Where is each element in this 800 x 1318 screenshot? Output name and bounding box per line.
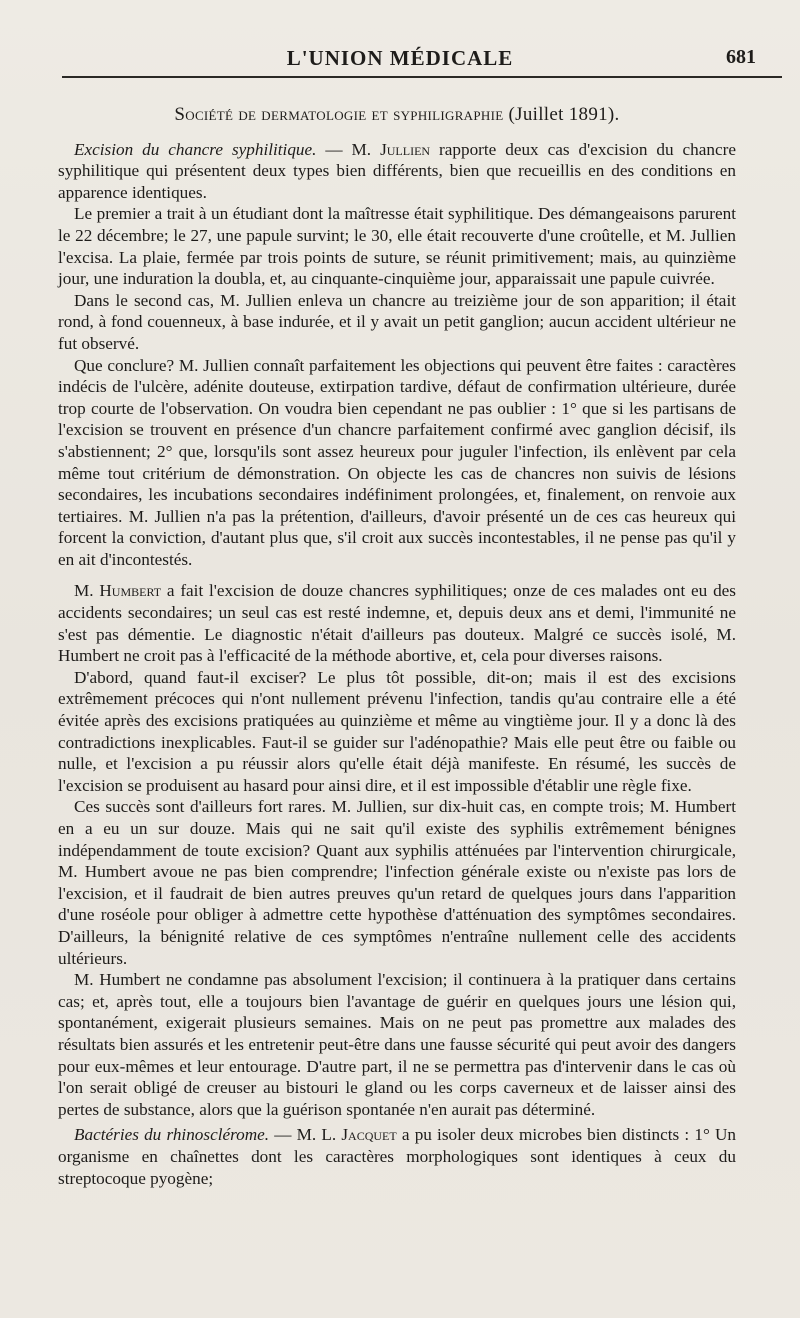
paragraph-timing: D'abord, quand faut-il exciser? Le plus tôt possible, dit-on; mais il est des excisions extrêmement précoces qui n'ont nullement prévenu l'infection, tandis qu'au contraire elle a été évitée après des excisions pratiquées au quinzième et même au vingtième jour. Il y a donc là des contradictions inexplicables. Faut-il se guider sur l'adénopathie? Mais elle peut être ou faible ou nulle, et l'excision a pu réussir alors qu'elle était déjà manifeste. En résumé, les succès de l'excision se produisent au hasard pour ainsi dire, et il est impossible d'établir une règle fixe. bbox=[58, 667, 736, 795]
paragraph-lead: M. bbox=[74, 581, 100, 601]
article-body bbox=[58, 104, 736, 1189]
author-name: Jullien bbox=[380, 139, 431, 159]
page-number: 681 bbox=[726, 46, 756, 68]
running-head bbox=[60, 46, 756, 74]
paragraph-position: M. Humbert ne condamne pas absolument l'excision; il continuera à la pratiquer dans certains cas; et, après tout, elle a toujours bien l'avantage de guérir en quelques jours une lésion qui, spontanément, exigerait plusieurs semaines. Mais on ne peut pas promettre aux malades des résultats bien assurés et les entretenir peut-être dans une fausse sécurité qui peut avoir des dangers pour eux-mêmes et leur entourage. D'autre part, il ne se permettra pas d'intervenir dans le cas où l'on serait obligé de creuser au bistouri le gland ou les corps caverneux et de laisser ainsi des pertes de substance, alors que la guérison spontanée n'en aurait pas déterminé. bbox=[58, 970, 736, 1119]
paragraph-first-case: Le premier a trait à un étudiant dont la maîtresse était syphilitique. Des démangeaisons parurent le 22 décembre; le 27, une papule survint; le 30, elle était recouverte d'une croûtelle, et M. Jullien l'excisa. La plaie, fermée par trois points de suture, se réunit primitivement; mais, au quinzième jour, une induration la doubla, et, au cinquante-cinquième jour, apparaissait une papule cuivrée. bbox=[58, 204, 736, 289]
paragraph-heading: Bactéries du rhinosclérome. bbox=[74, 1125, 270, 1145]
paragraph-text: a fait l'excision de douze chancres syphilitiques; onze de ces malades ont eu des accidents secondaires; un seul cas est resté indemne, et, depuis deux ans et demi, l'immunité ne s'est pas démentie. Le diagnostic n'était d'ailleurs pas douteux. Malgré ce succès isolé, M. Humbert ne croit pas à l'efficacité de la méthode abortive, et, cela pour diverses raisons. bbox=[58, 581, 736, 666]
paragraph-lead: — M. L. bbox=[269, 1125, 342, 1145]
paragraph-text: rapporte deux cas d'excision du chancre syphilitique qui présentent deux types bien différents, bien que recueillis en des conditions en apparence identiques. bbox=[58, 139, 736, 202]
paragraph-rhinoscleroma bbox=[58, 1124, 736, 1189]
paragraph-text: a pu isoler deux microbes bien distincts : 1° Un organisme en chaînettes dont les caractères morphologiques sont identiques à ceux du streptocoque pyogène; bbox=[58, 1125, 737, 1188]
section-title-date: (Juillet 1891). bbox=[503, 104, 620, 125]
paragraph-conclusion: Que conclure? M. Jullien connaît parfaitement les objections qui peuvent être faites : caractères indécis de l'ulcère, adénite douteuse, extirpation tardive, défaut de confirmation ultérieure, durée trop courte de l'observation. On voudra bien cependant ne pas oublier : 1° que si les partisans de l'excision se trouvent en présence d'un chancre parfaitement confirmé avec ganglion décisif, ils s'abstiennent; 2° que, lorsqu'ils sont assez heureux pour juguler l'infection, ils enlèvent par cela même tout critérium de démonstration. On objecte les cas de chancres non suivis de lésions secondaires, les incubations secondaires indéfiniment prolongées, et, finalement, on renvoie aux tertiaires. M. Jullien n'a pas la prétention, d'ailleurs, d'avoir présenté un de ces cas heureux qui forcent la conviction, d'autant plus que, s'il croit aux succès incontestables, il ne pense pas qu'il y en ait d'incontestés. bbox=[58, 355, 736, 569]
paragraph-gap bbox=[58, 570, 736, 580]
header-rule bbox=[62, 76, 782, 78]
section-title bbox=[58, 104, 736, 126]
paragraph-humbert bbox=[58, 580, 736, 666]
running-title: L'UNION MÉDICALE bbox=[286, 46, 514, 70]
paragraph-rarity: Ces succès sont d'ailleurs fort rares. M. Jullien, sur dix-huit cas, en compte trois; M. Humbert en a eu un sur douze. Mais qui ne sait qu'il existe des syphilis extrêmement bénignes indépendamment de toute excision? Quant aux syphilis atténuées par l'intervention chirurgicale, M. Humbert avoue ne pas bien comprendre; l'infection générale existe ou n'existe pas lors de l'excision, et il faudrait de bien autres preuves qu'un retard de quelques jours dans l'apparition d'une roséole pour obliger à admettre cette hypothèse d'atténuation des symptômes secondaires. D'ailleurs, la bénignité relative de ces symptômes n'entraîne nullement celle des accidents ultérieurs. bbox=[58, 797, 736, 968]
author-name: Jacquet bbox=[341, 1125, 397, 1145]
author-name: Humbert bbox=[99, 581, 162, 601]
paragraph-second-case: Dans le second cas, M. Jullien enleva un chancre au treizième jour de son apparition; il était rond, à fond couenneux, à base indurée, et il y avait un petit ganglion; aucun accident ultérieur ne fut observé. bbox=[58, 290, 736, 353]
paragraph-heading: Excision du chancre syphilitique. bbox=[74, 139, 317, 159]
paragraph-lead: — M. bbox=[316, 139, 381, 159]
section-title-society: Société de dermatologie et syphiligraphie bbox=[174, 104, 504, 125]
paragraph-excision-intro bbox=[58, 139, 736, 204]
